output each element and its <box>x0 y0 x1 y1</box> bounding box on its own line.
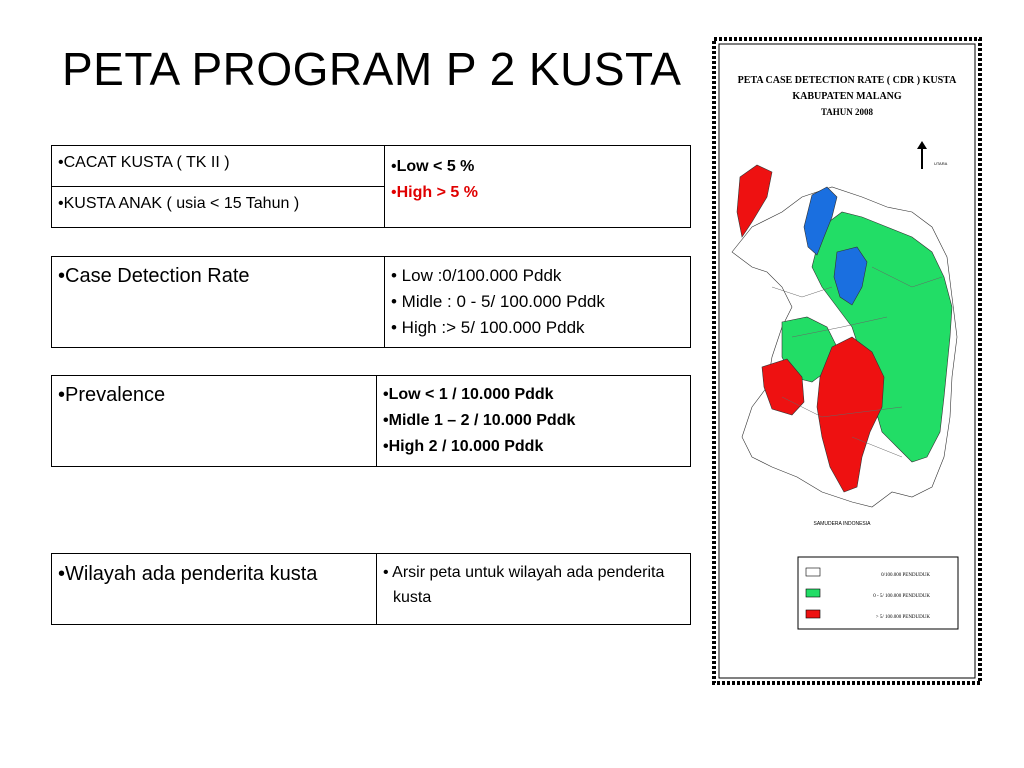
cacat-kusta-cell <box>52 146 385 187</box>
cdr-midle: Midle : 0 - 5/ 100.000 Pddk <box>396 292 605 311</box>
cdr-label: Case Detection Rate <box>65 265 250 287</box>
cdr-low: Low :0/100.000 Pddk <box>396 266 562 285</box>
legend-swatch-red <box>806 610 820 618</box>
slide-title: PETA PROGRAM P 2 KUSTA <box>62 43 682 95</box>
wilayah-desc-cell <box>377 554 691 625</box>
wilayah-label: Wilayah ada penderita kusta <box>65 563 318 585</box>
cacat-kusta-label: CACAT KUSTA ( TK II ) <box>63 154 230 171</box>
legend-label-green: 0 - 5/ 100.000 PENDUDUK <box>873 594 930 599</box>
map-title-line1: PETA CASE DETECTION RATE ( CDR ) KUSTA <box>737 75 957 86</box>
prevalence-label: Prevalence <box>65 384 166 406</box>
cdr-high: High :> 5/ 100.000 Pddk <box>396 318 585 337</box>
low-threshold: Low < 5 % <box>396 158 475 175</box>
wilayah-desc: Arsir peta untuk wilayah ada penderita kusta <box>388 564 665 606</box>
prevalence-high: High 2 / 10.000 Pddk <box>388 438 544 455</box>
kusta-anak-cell <box>52 187 385 228</box>
prevalence-midle: Midle 1 – 2 / 10.000 Pddk <box>388 412 576 429</box>
legend-swatch-green <box>806 589 820 597</box>
map-legend <box>798 557 958 629</box>
sea-label: SAMUDERA INDONESIA <box>813 521 871 527</box>
legend-label-red: > 5/ 100.000 PENDUDUK <box>875 615 930 620</box>
north-label: UTARA <box>934 161 948 166</box>
cdr-table <box>51 256 691 348</box>
legend-swatch-white <box>806 568 820 576</box>
prevalence-table <box>51 375 691 467</box>
prevalence-label-cell <box>52 376 377 467</box>
kusta-anak-label: KUSTA ANAK ( usia < 15 Tahun ) <box>63 195 300 212</box>
map-title-line3: TAHUN 2008 <box>820 107 874 117</box>
legend-label-white: 0/100.000 PENDUDUK <box>881 573 930 578</box>
prevalence-low: Low < 1 / 10.000 Pddk <box>388 386 554 403</box>
cdr-label-cell <box>52 257 385 348</box>
prevalence-values-cell <box>377 376 691 467</box>
wilayah-table <box>51 553 691 625</box>
cdr-map-panel <box>712 37 982 685</box>
high-threshold: High > 5 % <box>396 184 478 201</box>
wilayah-label-cell <box>52 554 377 625</box>
threshold-cell <box>385 146 691 228</box>
map-title-line2: KABUPATEN MALANG <box>792 91 902 102</box>
cdr-values-cell <box>385 257 691 348</box>
kusta-criteria-table <box>51 145 691 228</box>
